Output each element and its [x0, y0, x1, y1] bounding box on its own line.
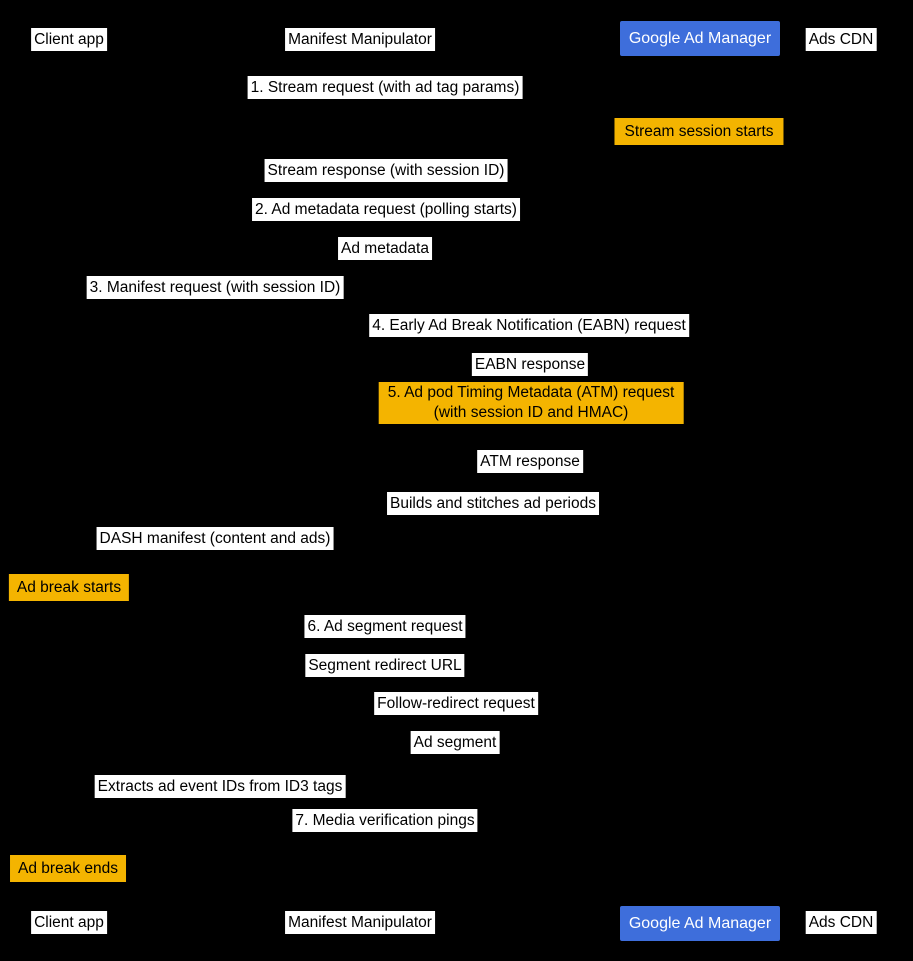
msg-ad-segment: Ad segment — [411, 731, 500, 754]
msg-stream-response: Stream response (with session ID) — [265, 159, 508, 182]
note-atm-request — [379, 382, 684, 424]
msg-segment-redirect-url: Segment redirect URL — [305, 654, 464, 677]
msg-atm-response: ATM response — [477, 450, 583, 473]
msg-dash-manifest: DASH manifest (content and ads) — [97, 527, 334, 550]
note-atm-request-line1: 5. Ad pod Timing Metadata (ATM) request — [387, 384, 675, 401]
msg-manifest-request: 3. Manifest request (with session ID) — [87, 276, 344, 299]
msg-eabn-request: 4. Early Ad Break Notification (EABN) request — [369, 314, 689, 337]
msg-follow-redirect-request: Follow-redirect request — [374, 692, 538, 715]
participant-ads-cdn-top: Ads CDN — [806, 28, 877, 51]
participant-manifest-manipulator-bottom: Manifest Manipulator — [285, 911, 435, 934]
msg-builds-stitches-ad-periods: Builds and stitches ad periods — [387, 492, 599, 515]
msg-media-verification-pings: 7. Media verification pings — [292, 809, 477, 832]
msg-extracts-id3-tags: Extracts ad event IDs from ID3 tags — [95, 775, 346, 798]
msg-eabn-response: EABN response — [472, 353, 588, 376]
participant-google-ad-manager-bottom: Google Ad Manager — [620, 906, 780, 941]
note-atm-request-line2: (with session ID and HMAC) — [433, 404, 629, 421]
note-ad-break-ends: Ad break ends — [10, 855, 126, 882]
participant-client-app-bottom: Client app — [31, 911, 107, 934]
participant-google-ad-manager-top: Google Ad Manager — [620, 21, 780, 56]
note-ad-break-starts: Ad break starts — [9, 574, 129, 601]
participant-ads-cdn-bottom: Ads CDN — [806, 911, 877, 934]
msg-ad-segment-request: 6. Ad segment request — [304, 615, 465, 638]
participant-manifest-manipulator-top: Manifest Manipulator — [285, 28, 435, 51]
msg-stream-request: 1. Stream request (with ad tag params) — [248, 76, 523, 99]
msg-ad-metadata: Ad metadata — [338, 237, 432, 260]
note-stream-session-starts: Stream session starts — [614, 118, 783, 145]
participant-client-app-top: Client app — [31, 28, 107, 51]
msg-ad-metadata-request: 2. Ad metadata request (polling starts) — [252, 198, 520, 221]
